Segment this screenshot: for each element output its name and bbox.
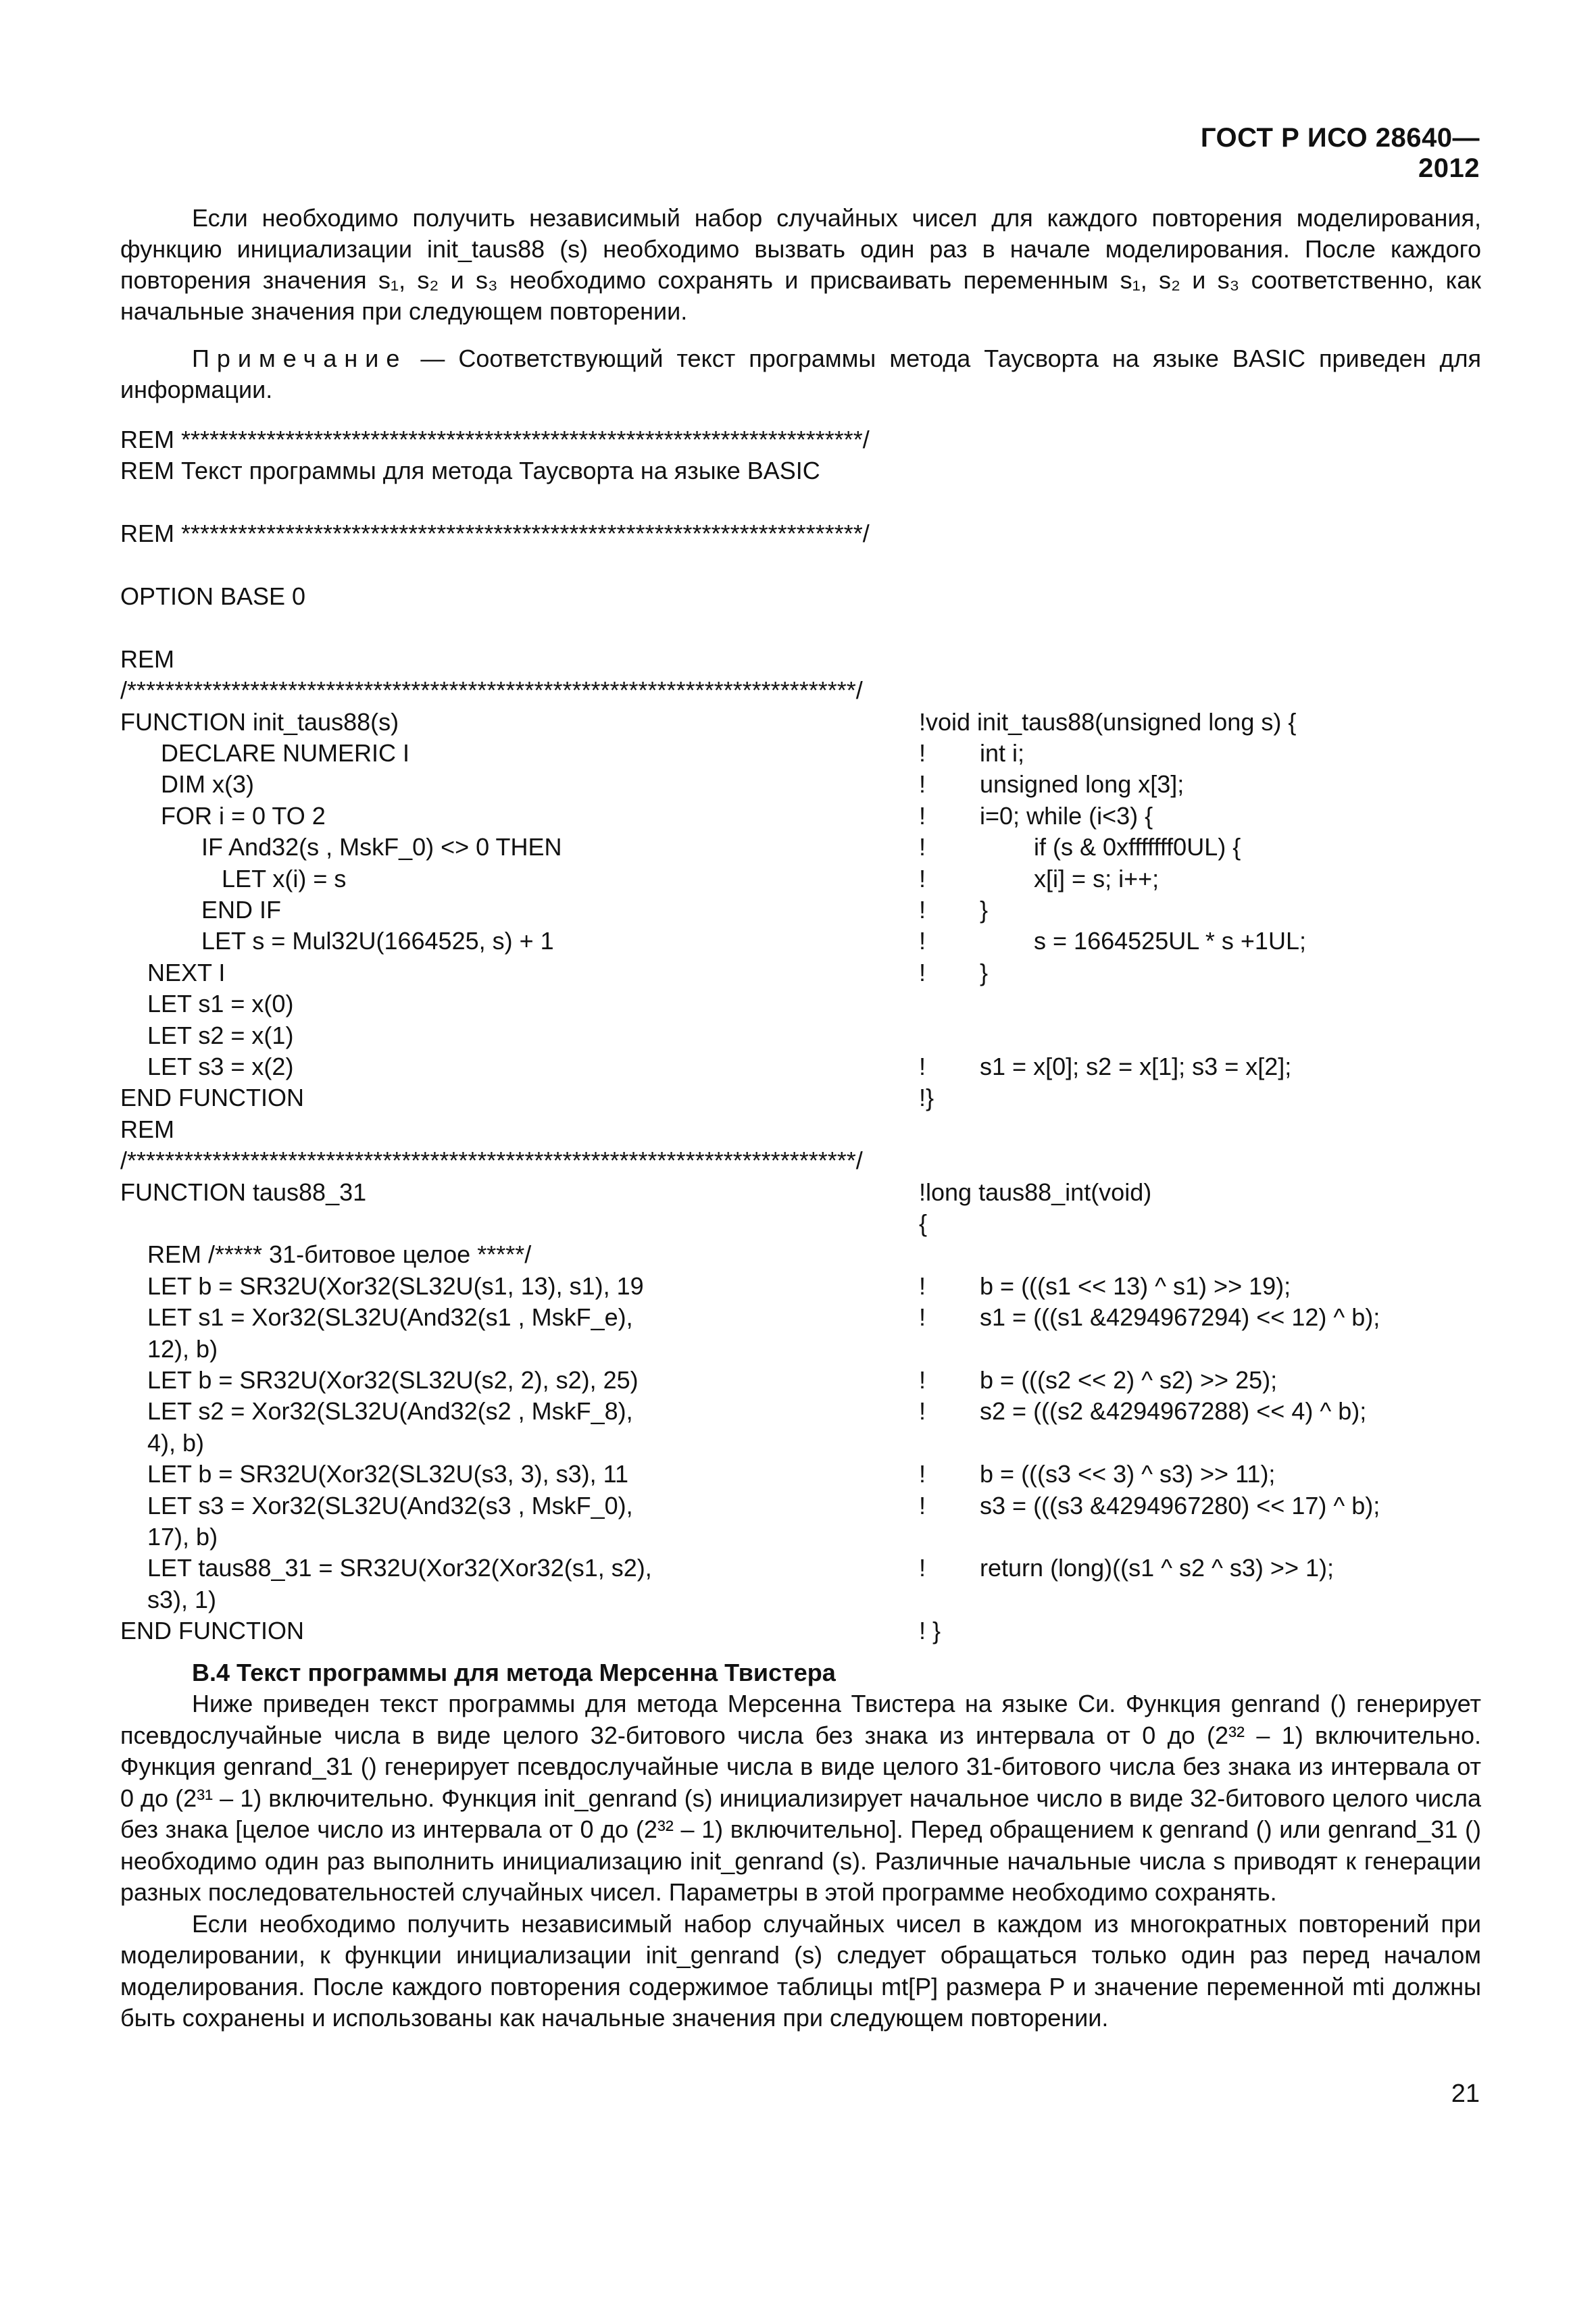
basic-code-line: REM [120,1115,174,1143]
basic-code-line: LET b = SR32U(Xor32(SL32U(s3, 3), s3), 11 [120,1460,629,1488]
basic-code-line: OPTION BASE 0 [120,582,306,610]
note-label: Примечание [192,345,407,372]
c-code-line: ! b = (((s3 << 3) ^ s3) >> 11); [919,1460,1276,1488]
basic-code-line: LET s1 = x(0) [120,990,294,1018]
intro-text: Если необходимо получить независимый набор случайных чисел для каждого повторения моделирования, функцию инициализации init_taus88 (s) необходимо вызвать один раз в начале моделирования. После каждого повторения значения s₁, s₂ и s₃ необходимо сохранять и присваивать переменным s₁, s₂ и s₃ соответственно, как начальные значения при следующем повторении. [120,204,1481,325]
basic-code-line: LET s3 = x(2) [120,1053,294,1080]
c-code-line: ! b = (((s2 << 2) ^ s2) >> 25); [919,1366,1278,1394]
section-paragraph-2: Если необходимо получить независимый набор случайных чисел в каждом из многократных повторений при моделировании, к функции инициализации init_genrand (s) следует обращаться только один раз перед началом моделирования. После каждого повторения содержимое таблицы mt[P] размера P и значение переменной mti должны быть сохранены и использованы как начальные значения при следующем повторении. [120,1909,1481,2032]
basic-code-line: REM /***** 31-битовое целое *****/ [120,1240,532,1269]
basic-code-line: LET x(i) = s [120,864,347,892]
c-code-line: !} [919,1084,934,1112]
basic-code-line: LET b = SR32U(Xor32(SL32U(s2, 2), s2), 25) [120,1366,639,1394]
basic-code-line: REM [120,645,174,673]
basic-code-line: REM ************************************************************************/ [120,520,870,548]
c-code-line: ! } [919,1617,941,1645]
basic-code-line: LET s3 = Xor32(SL32U(And32(s3 , MskF_0), [120,1491,633,1519]
c-code-line: !long taus88_int(void) [919,1178,1152,1206]
note-text: — Соответствующий текст программы метода Таусворта на языке BASIC приведен для информации. [120,345,1481,403]
basic-code-line: IF And32(s , MskF_0) <> 0 THEN [120,833,562,861]
c-code-line: ! } [919,896,989,924]
basic-code-line: REM ************************************************************************/ [120,426,870,453]
basic-code-line: s3), 1) [120,1585,217,1613]
c-code-line: ! int i; [919,739,1025,767]
c-code-line: ! if (s & 0xfffffff0UL) { [919,833,1241,861]
c-code-line: ! } [919,958,989,986]
c-code-line: ! b = (((s1 << 13) ^ s1) >> 19); [919,1272,1291,1300]
basic-code-line: LET s2 = Xor32(SL32U(And32(s2 , MskF_8), [120,1397,633,1426]
c-code-line: ! unsigned long x[3]; [919,770,1184,799]
basic-code-line: 17), b) [120,1523,218,1551]
c-code-line: ! s2 = (((s2 &4294967288) << 4) ^ b); [919,1397,1367,1426]
page-number: 21 [1451,2080,1480,2108]
basic-code-line: FOR i = 0 TO 2 [120,801,326,830]
basic-code-line: NEXT I [120,958,226,986]
document-header: ГОСТ Р ИСО 28640—2012 [1200,123,1480,183]
c-code-line: ! return (long)((s1 ^ s2 ^ s3) >> 1); [919,1554,1334,1582]
c-code-line: !void init_taus88(unsigned long s) { [919,707,1297,736]
note-paragraph [120,343,1481,405]
c-code-line: ! s3 = (((s3 &4294967280) << 17) ^ b); [919,1491,1380,1519]
basic-code-line: REM Текст программы для метода Таусворта на языке BASIC [120,457,820,485]
basic-code-line: FUNCTION init_taus88(s) [120,707,399,736]
basic-code-line: LET taus88_31 = SR32U(Xor32(Xor32(s1, s2), [120,1554,652,1582]
c-code-line: ! s1 = (((s1 &4294967294) << 12) ^ b); [919,1303,1380,1332]
c-code-line: ! i=0; while (i<3) { [919,801,1153,830]
basic-code-line: LET b = SR32U(Xor32(SL32U(s1, 13), s1), 19 [120,1272,644,1300]
c-code-line: ! s = 1664525UL * s +1UL; [919,927,1306,955]
c-code-line: { [919,1209,928,1237]
c-code-line: ! x[i] = s; i++; [919,864,1159,892]
basic-code-line: 12), b) [120,1334,218,1363]
intro-paragraph [120,203,1481,327]
basic-code-line: DECLARE NUMERIC I [120,739,410,767]
basic-code-line: FUNCTION taus88_31 [120,1178,367,1206]
section-body [120,1688,1481,2034]
basic-code-line: LET s1 = Xor32(SL32U(And32(s1 , MskF_e), [120,1303,633,1332]
c-code-line: ! s1 = x[0]; s2 = x[1]; s3 = x[2]; [919,1053,1292,1080]
basic-code-line: LET s2 = x(1) [120,1021,294,1049]
basic-code-line: DIM x(3) [120,770,254,799]
basic-code-line: /*****************************************************************************/ [120,676,863,705]
basic-code-line: END FUNCTION [120,1617,304,1645]
section-title: В.4 Текст программы для метода Мерсенна Твистера [192,1659,836,1686]
basic-code-line: /*****************************************************************************/ [120,1147,863,1175]
basic-code-line: END IF [120,896,282,924]
basic-code-line: END FUNCTION [120,1084,304,1112]
basic-code-line: LET s = Mul32U(1664525, s) + 1 [120,927,554,955]
section-paragraph-1: Ниже приведен текст программы для метода Мерсенна Твистера на языке Си. Функция genrand () генерирует псевдослучайные числа в виде целого 32-битового числа без знака из интервала от 0 до (2³² – 1) включительно. Функция genrand_31 () генерирует псевдослучайные числа в виде целого 31-битового числа без знака из интервала от 0 до (2³¹ – 1) включительно. Функция init_genrand (s) инициализирует начальное число в виде 32-битового целого числа без знака [целое число из интервала от 0 до (2³² – 1) включительно]. Перед обращением к genrand () или genrand_31 () необходимо один раз выполнить инициализацию init_genrand (s). Различные начальные числа s приводят к генерации разных последовательностей случайных чисел. Параметры в этой программе необходимо сохранять. [120,1690,1481,1906]
basic-code-line: 4), b) [120,1428,205,1457]
